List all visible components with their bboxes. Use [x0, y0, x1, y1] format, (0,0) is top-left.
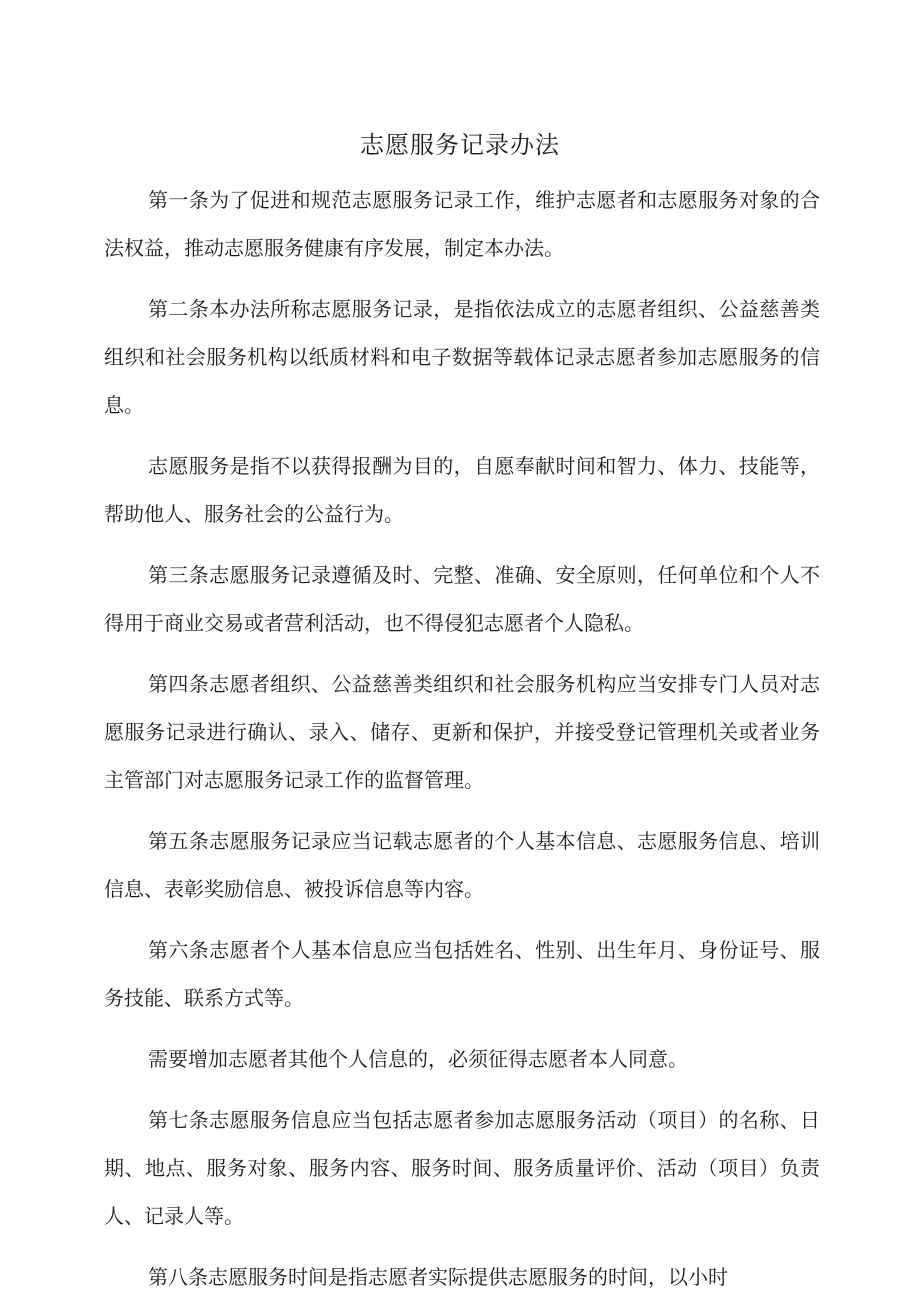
article-7-paragraph: 第七条志愿服务信息应当包括志愿者参加志愿服务活动（项目）的名称、日期、地点、服务对象、服务内容、服务时间、服务质量评价、活动（项目）负责人、记录人等。 — [104, 1108, 820, 1228]
document-body — [104, 176, 820, 1314]
article-5-paragraph: 第五条志愿服务记录应当记载志愿者的个人基本信息、志愿服务信息、培训信息、表彰奖励信息、被投诉信息等内容。 — [104, 829, 820, 901]
document-title: 志愿服务记录办法 — [360, 131, 560, 159]
article-8-paragraph: 第八条志愿服务时间是指志愿者实际提供志愿服务的时间，以小时 — [148, 1265, 728, 1289]
article-2-paragraph: 第二条本办法所称志愿服务记录，是指依法成立的志愿者组织、公益慈善类组织和社会服务机构以纸质材料和电子数据等载体记录志愿者参加志愿服务的信息。 — [104, 297, 820, 417]
article-4-paragraph: 第四条志愿者组织、公益慈善类组织和社会服务机构应当安排专门人员对志愿服务记录进行确认、录入、储存、更新和保护，并接受登记管理机关或者业务主管部门对志愿服务记录工作的监督管理。 — [104, 672, 820, 792]
article-3-paragraph: 第三条志愿服务记录遵循及时、完整、准确、安全原则，任何单位和个人不得用于商业交易或者营利活动，也不得侵犯志愿者个人隐私。 — [104, 563, 820, 635]
consent-requirement-paragraph: 需要增加志愿者其他个人信息的，必须征得志愿者本人同意。 — [148, 1047, 688, 1071]
article-1-paragraph: 第一条为了促进和规范志愿服务记录工作，维护志愿者和志愿服务对象的合法权益，推动志愿服务健康有序发展，制定本办法。 — [104, 188, 820, 260]
volunteer-service-definition-paragraph: 志愿服务是指不以获得报酬为目的，自愿奉献时间和智力、体力、技能等，帮助他人、服务社会的公益行为。 — [104, 454, 820, 526]
article-6-paragraph: 第六条志愿者个人基本信息应当包括姓名、性别、出生年月、身份证号、服务技能、联系方式等。 — [104, 938, 820, 1010]
